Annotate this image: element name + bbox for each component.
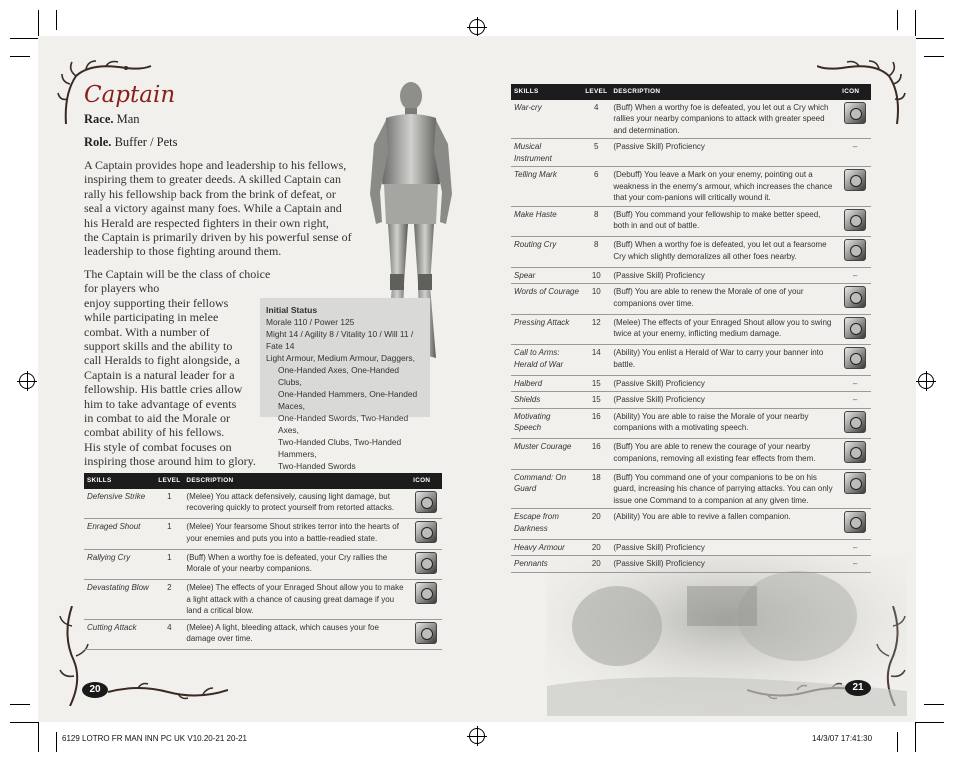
initial-status-box xyxy=(260,298,430,471)
table-row xyxy=(511,469,871,509)
skill-level: 1 xyxy=(155,489,183,519)
table-row xyxy=(84,489,442,519)
skill-icon-cell xyxy=(839,509,871,540)
skill-icon xyxy=(844,102,866,124)
crop-mark xyxy=(10,56,30,57)
skill-name: Command: On Guard xyxy=(511,469,582,509)
table-row xyxy=(511,345,871,376)
skill-name: War-cry xyxy=(511,100,582,139)
table-row xyxy=(511,539,871,556)
skill-icon-cell xyxy=(839,469,871,509)
skill-icon-cell xyxy=(839,439,871,470)
text-line: One-Handed Axes, One-Handed Clubs, xyxy=(278,365,400,387)
crop-mark xyxy=(916,722,944,723)
initial-status-title: Initial Status xyxy=(266,305,318,315)
skill-icon xyxy=(844,239,866,261)
text-line: One-Handed Hammers, One-Handed Maces, xyxy=(278,389,418,411)
intro-paragraph xyxy=(84,158,354,259)
skill-icon xyxy=(415,552,437,574)
no-icon-mark: – xyxy=(852,378,858,388)
header-level: LEVEL xyxy=(582,84,610,100)
skill-level: 12 xyxy=(582,314,610,345)
print-slug-right: 14/3/07 17:41:30 xyxy=(812,734,873,743)
registration-mark xyxy=(469,19,485,35)
skill-level: 20 xyxy=(582,539,610,556)
crop-mark xyxy=(38,722,39,752)
skill-icon xyxy=(844,511,866,533)
skill-description: (Passive Skill) Proficiency xyxy=(610,556,839,573)
skill-icon-cell xyxy=(410,549,442,580)
skill-name: Cutting Attack xyxy=(84,619,155,650)
text-line: support skills and the ability to xyxy=(84,339,233,354)
crop-mark xyxy=(10,722,38,723)
skill-icon-cell xyxy=(839,345,871,376)
skill-icon-cell xyxy=(839,206,871,237)
registration-mark xyxy=(469,728,485,744)
skill-level: 18 xyxy=(582,469,610,509)
header-icon: ICON xyxy=(839,84,871,100)
header-skills: SKILLS xyxy=(84,473,155,489)
crop-mark xyxy=(916,38,944,39)
skill-description: (Melee) You attack defensively, causing light damage, but recovering quickly to protect yourself from retorted attacks. xyxy=(183,489,410,519)
skill-icon-cell xyxy=(410,580,442,620)
text-line: The Captain will be the class of choice for players who xyxy=(84,267,271,296)
table-row xyxy=(511,375,871,392)
crop-mark xyxy=(56,732,57,752)
skill-description: (Ability) You are able to raise the Morale of your nearby companions with a motivating speech. xyxy=(610,408,839,439)
skill-description: (Passive Skill) Proficiency xyxy=(610,375,839,392)
class-description-paragraph xyxy=(84,267,284,469)
skill-level: 16 xyxy=(582,439,610,470)
skill-description: (Passive Skill) Proficiency xyxy=(610,139,839,167)
skill-name: Telling Mark xyxy=(511,167,582,207)
registration-mark xyxy=(918,373,934,389)
skill-name: Enraged Shout xyxy=(84,519,155,550)
registration-mark xyxy=(19,373,35,389)
right-page xyxy=(477,36,916,722)
text-line: seal a victory against many foes. While a Captain and xyxy=(84,201,342,216)
header-description: DESCRIPTION xyxy=(183,473,410,489)
table-row xyxy=(511,509,871,540)
table-row xyxy=(511,556,871,573)
text-line: A Captain provides hope and leadership to his fellows, xyxy=(84,158,347,172)
skill-name: Spear xyxy=(511,267,582,284)
skill-level: 8 xyxy=(582,206,610,237)
text-line: One-Handed Swords, Two-Handed Axes, xyxy=(278,413,409,435)
header-description: DESCRIPTION xyxy=(610,84,839,100)
skill-name: Make Haste xyxy=(511,206,582,237)
text-line: enjoy supporting their fellows xyxy=(84,295,229,310)
text-line: fellowship. His battle cries allow xyxy=(84,382,243,397)
skill-icon-cell xyxy=(839,375,871,392)
text-line: his Herald are respected fighters in their own right, xyxy=(84,215,329,230)
initial-status-weapons xyxy=(266,364,424,472)
skill-name: Halberd xyxy=(511,375,582,392)
no-icon-mark: – xyxy=(852,270,858,280)
skill-icon xyxy=(844,411,866,433)
text-line: inspiring them to greater deeds. A skilled Captain can xyxy=(84,172,341,187)
skill-icon xyxy=(415,521,437,543)
skill-description: (Melee) Your fearsome Shout strikes terror into the hearts of your enemies and puts you into a battle-readied state. xyxy=(183,519,410,550)
text-line: His style of combat focuses on xyxy=(84,439,232,454)
text-line: Morale 110 / Power 125 xyxy=(266,317,355,327)
text-line: in combat to aid the Morale or xyxy=(84,411,230,426)
skill-name: Words of Courage xyxy=(511,284,582,315)
header-icon: ICON xyxy=(410,473,442,489)
skill-icon-cell xyxy=(839,392,871,409)
skill-name: Pressing Attack xyxy=(511,314,582,345)
skill-icon-cell xyxy=(410,489,442,519)
skill-icon xyxy=(844,347,866,369)
crop-mark xyxy=(10,38,38,39)
skill-description: (Buff) You are able to renew the courage of your nearby companions, removing all existing fear effects from them. xyxy=(610,439,839,470)
header-skills: SKILLS xyxy=(511,84,582,100)
skills-table-right xyxy=(511,84,871,573)
table-row xyxy=(84,549,442,580)
page-title: Captain xyxy=(84,82,176,108)
crop-mark xyxy=(897,732,898,752)
table-row xyxy=(511,167,871,207)
skill-name: Pennants xyxy=(511,556,582,573)
table-row xyxy=(84,619,442,650)
table-row xyxy=(511,267,871,284)
skill-icon-cell xyxy=(839,556,871,573)
role-line xyxy=(84,135,178,150)
skill-description: (Buff) You are able to renew the Morale of one of your companions over time. xyxy=(610,284,839,315)
skill-level: 15 xyxy=(582,392,610,409)
text-line: inspiring those around him to glory. xyxy=(84,454,256,469)
skill-icon-cell xyxy=(839,314,871,345)
skill-name: Rallying Cry xyxy=(84,549,155,580)
skill-icon-cell xyxy=(839,539,871,556)
crop-mark xyxy=(915,10,916,38)
skill-level: 4 xyxy=(582,100,610,139)
table-row xyxy=(84,519,442,550)
table-row xyxy=(511,237,871,268)
skill-icon-cell xyxy=(839,167,871,207)
skill-description: (Melee) The effects of your Enraged Shout allow you to make a light attack with a chance of causing great damage if you land a critical blow. xyxy=(183,580,410,620)
skill-name: Escape from Darkness xyxy=(511,509,582,540)
text-line: Captain is a natural leader for a xyxy=(84,367,235,382)
skill-level: 10 xyxy=(582,267,610,284)
skill-icon-cell xyxy=(839,284,871,315)
skill-description: (Melee) A light, bleeding attack, which causes your foe damage over time. xyxy=(183,619,410,650)
skill-description: (Buff) When a worthy foe is defeated, you let out a fearsome Cry which slightly demoralizes all other foes nearby. xyxy=(610,237,839,268)
text-line: Two-Handed Swords xyxy=(278,461,356,471)
table-row xyxy=(511,439,871,470)
skill-level: 5 xyxy=(582,139,610,167)
skill-icon xyxy=(415,582,437,604)
text-line: him to take advantage of events xyxy=(84,396,237,411)
skill-icon xyxy=(844,286,866,308)
skill-description: (Passive Skill) Proficiency xyxy=(610,539,839,556)
skill-name: Devastating Blow xyxy=(84,580,155,620)
skill-name: Muster Courage xyxy=(511,439,582,470)
skill-level: 2 xyxy=(155,580,183,620)
skill-level: 20 xyxy=(582,556,610,573)
text-line: rally his fellowship back from the brink of defeat, or xyxy=(84,186,336,201)
skill-name: Routing Cry xyxy=(511,237,582,268)
role-value: Buffer / Pets xyxy=(114,135,178,149)
table-row xyxy=(511,139,871,167)
table-row xyxy=(511,100,871,139)
table-header-row xyxy=(84,473,442,489)
text-line: combat. With a number of xyxy=(84,324,210,339)
no-icon-mark: – xyxy=(852,142,858,151)
left-page xyxy=(38,36,477,722)
skill-description: (Melee) The effects of your Enraged Shout allow you to swing twice at your enemy, inflicting medium damage. xyxy=(610,314,839,345)
text-line: combat ability of his fellows. xyxy=(84,425,225,440)
skill-description: (Buff) You command your fellowship to make better speed, both in and out of battle. xyxy=(610,206,839,237)
skill-level: 1 xyxy=(155,519,183,550)
crop-mark xyxy=(10,704,30,705)
table-row xyxy=(511,392,871,409)
header-level: LEVEL xyxy=(155,473,183,489)
skill-description: (Ability) You are able to revive a fallen companion. xyxy=(610,509,839,540)
crop-mark xyxy=(924,56,944,57)
skill-icon xyxy=(844,441,866,463)
skill-description: (Buff) You command one of your companions to be on his guard, increasing his chance of parrying attacks. You can only issue one Command to a companion at any given time. xyxy=(610,469,839,509)
skill-icon xyxy=(844,317,866,339)
skill-level: 1 xyxy=(155,549,183,580)
table-row xyxy=(511,314,871,345)
skill-icon-cell xyxy=(839,139,871,167)
crop-mark xyxy=(915,722,916,752)
skill-description: (Ability) You enlist a Herald of War to carry your banner into battle. xyxy=(610,345,839,376)
skill-level: 16 xyxy=(582,408,610,439)
skill-description: (Buff) When a worthy foe is defeated, your Cry rallies the Morale of your nearby companions. xyxy=(183,549,410,580)
crop-mark xyxy=(56,10,57,30)
skill-level: 10 xyxy=(582,284,610,315)
skill-level: 8 xyxy=(582,237,610,268)
skill-name: Motivating Speech xyxy=(511,408,582,439)
initial-status-lines xyxy=(266,316,424,364)
skill-icon xyxy=(844,169,866,191)
table-row xyxy=(84,580,442,620)
skill-icon-cell xyxy=(410,619,442,650)
page-number-left: 20 xyxy=(82,682,108,698)
crop-mark xyxy=(924,704,944,705)
table-row xyxy=(511,206,871,237)
text-line: while participating in melee xyxy=(84,310,219,325)
text-line: Light Armour, Medium Armour, Daggers, xyxy=(266,353,415,363)
skill-name: Heavy Armour xyxy=(511,539,582,556)
race-value: Man xyxy=(116,112,140,126)
no-icon-mark: – xyxy=(852,542,858,552)
skill-level: 4 xyxy=(155,619,183,650)
skill-description: (Passive Skill) Proficiency xyxy=(610,392,839,409)
book-spread xyxy=(38,36,916,722)
print-slug-left: 6129 LOTRO FR MAN INN PC UK V10.20-21 20-21 xyxy=(62,734,247,743)
skill-description: (Buff) When a worthy foe is defeated, you let out a Cry which rallies your nearby companions to attack with greater speed and determination. xyxy=(610,100,839,139)
role-label: Role. xyxy=(84,135,112,149)
skill-icon-cell xyxy=(839,100,871,139)
skill-icon-cell xyxy=(410,519,442,550)
skill-level: 14 xyxy=(582,345,610,376)
skill-name: Call to Arms: Herald of War xyxy=(511,345,582,376)
race-label: Race. xyxy=(84,112,114,126)
text-line: Might 14 / Agility 8 / Vitality 10 / Will 11 / Fate 14 xyxy=(266,329,414,351)
text-line: leadership to those fighting around them. xyxy=(84,244,282,259)
skill-icon-cell xyxy=(839,237,871,268)
skill-icon xyxy=(844,209,866,231)
skill-icon xyxy=(415,491,437,513)
crop-mark xyxy=(38,10,39,38)
skill-description: (Debuff) You leave a Mark on your enemy, pointing out a weakness in the enemy's armour, which increases the chance that your com-panions will critically wound it. xyxy=(610,167,839,207)
race-line xyxy=(84,112,140,127)
skill-name: Musical Instrument xyxy=(511,139,582,167)
table-header-row xyxy=(511,84,871,100)
text-line: the Captain is primarily driven by his powerful sense of xyxy=(84,230,352,245)
crop-mark xyxy=(897,10,898,30)
skill-name: Shields xyxy=(511,392,582,409)
skills-table-left xyxy=(84,473,442,650)
skill-icon-cell xyxy=(839,408,871,439)
page-number-right: 21 xyxy=(845,680,871,696)
skill-description: (Passive Skill) Proficiency xyxy=(610,267,839,284)
skill-icon-cell xyxy=(839,267,871,284)
skill-level: 20 xyxy=(582,509,610,540)
skill-name: Defensive Strike xyxy=(84,489,155,519)
text-line: call Heralds to fight alongside, a xyxy=(84,353,240,368)
no-icon-mark: – xyxy=(852,395,858,404)
vine-ornament-icon xyxy=(108,682,228,702)
no-icon-mark: – xyxy=(852,559,858,568)
skill-icon xyxy=(844,472,866,494)
text-line: Two-Handed Clubs, Two-Handed Hammers, xyxy=(278,437,402,459)
skill-icon xyxy=(415,622,437,644)
skill-level: 6 xyxy=(582,167,610,207)
table-row xyxy=(511,284,871,315)
skill-level: 15 xyxy=(582,375,610,392)
table-row xyxy=(511,408,871,439)
